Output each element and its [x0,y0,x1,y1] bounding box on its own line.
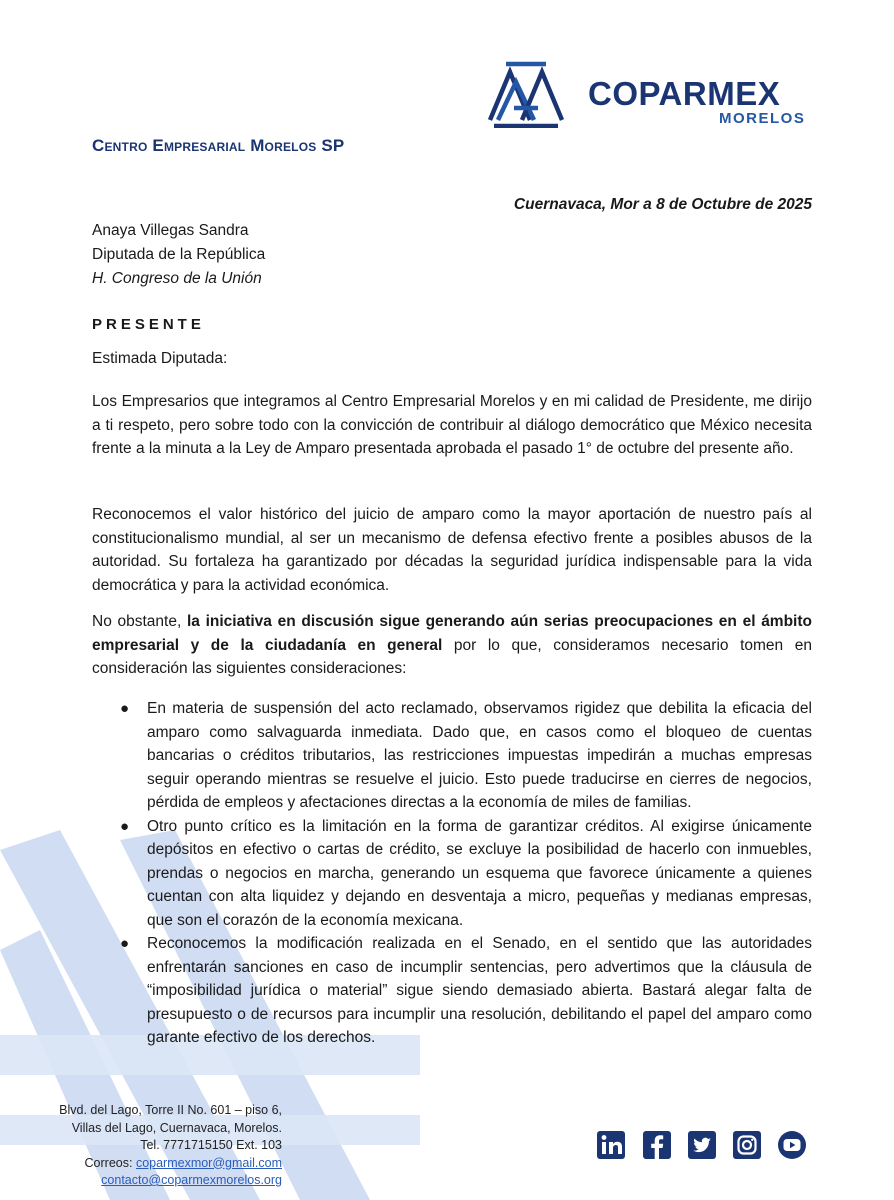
salutation: Estimada Diputada: [92,350,228,367]
recipient-institution: H. Congreso de la Unión [92,270,262,287]
paragraph-history: Reconocemos el valor histórico del juicio de amparo como la mayor aportación de nuestro país al constitucionalismo mundial, al ser un mecanismo de defensa efectivo frente a posibles abusos de la autoridad. Su fortaleza ha garantizado por décadas la seguridad jurídica indispensable para la vida democrática y para la actividad económica. [92,506,812,594]
paragraph-concerns-end: por lo que, consideramos necesario tomen en consideración las siguientes consideraciones: [92,636,812,677]
bullet-icon: ● [120,700,130,717]
address-line-2: Villas del Lago, Cuernavaca, Morelos. [71,1120,282,1135]
considerations-list [92,697,812,1050]
linkedin-icon[interactable] [596,1130,626,1160]
organization-name: Centro Empresarial Morelos SP [92,136,345,155]
paragraph-concerns-bold: la iniciativa en discusión sigue generando aún serias preocupaciones en el ámbito empresarial y de la ciudadanía en general [92,613,812,654]
email-link-1[interactable]: coparmexmor@gmail.com [135,1155,282,1170]
logo-name: COPARMEX [588,75,781,112]
logo-subtitle: MORELOS [719,110,806,127]
paragraph-intro: Los Empresarios que integramos al Centro Empresarial Morelos y en mi calidad de Presidente, me dirijo a ti respeto, pero sobre todo con la convicción de contribuir al diálogo democrático que México necesita frente a la minuta a la Ley de Amparo presentada aprobada el pasado 1° de octubre del presente año. [92,393,812,457]
letter-date: Cuernavaca, Mor a 8 de Octubre de 2025 [513,196,812,213]
list-item-text: Otro punto crítico es la limitación en la forma de garantizar créditos. Al exigirse únicamente depósitos en efectivo o cartas de crédito, se excluye la posibilidad de hacerlo con inmuebles, prendas o negocios en marcha, generando un esquema que favorece únicamente a quienes cuentan con alta liquidez y dejando en desventaja a micro, pequeñas y medianas empresas, que son el corazón de la economía mexicana. [147,817,812,929]
list-item [92,815,812,933]
list-item-text: En materia de suspensión del acto reclamado, observamos rigidez que debilita la eficacia del amparo como salvaguarda inmediata. Dado que, en casos como el bloqueo de cuentas bancarias o créditos tributarios, las restricciones impuestas impedirán a muchas empresas seguir operando mientras se resuelve el juicio. Esto puede traducirse en cierres de negocios, pérdida de empleos y afectaciones directas a la economía de miles de familias. [147,700,812,811]
emails [59,1155,282,1173]
instagram-icon[interactable] [732,1130,762,1160]
email-link-2[interactable]: contacto@coparmexmorelos.org [101,1173,282,1187]
address-line-1: Blvd. del Lago, Torre II No. 601 – piso 6, [59,1103,282,1117]
facebook-icon[interactable] [642,1130,672,1160]
recipient-block [92,219,265,291]
coparmex-logo-icon [486,58,566,128]
emails-label: Correos: [84,1155,136,1170]
paragraph-concerns [92,610,812,681]
twitter-icon[interactable] [687,1130,717,1160]
footer-address [59,1102,282,1190]
paragraph-concerns-start: No obstante, [92,613,187,630]
recipient-name: Anaya Villegas Sandra [92,222,249,239]
youtube-icon[interactable] [777,1130,807,1160]
recipient-title: Diputada de la República [92,246,266,263]
presente-heading: PRESENTE [92,316,205,333]
list-item [92,697,812,815]
bullet-icon: ● [120,935,130,952]
phone: Tel. 7771715150 Ext. 103 [140,1138,282,1152]
list-item [92,932,812,1050]
list-item-text: Reconocemos la modificación realizada en el Senado, en el sentido que las autoridades enfrentarán sanciones en caso de incumplir sentencias, pero advertimos que la cláusula de “imposibilidad jurídica o material” sigue siendo demasiado abierta. Bastará alegar falta de presupuesto o de recursos para incumplir una resolución, debilitando el papel del amparo como garante efectivo de los derechos. [147,935,812,1046]
bullet-icon: ● [120,817,130,835]
